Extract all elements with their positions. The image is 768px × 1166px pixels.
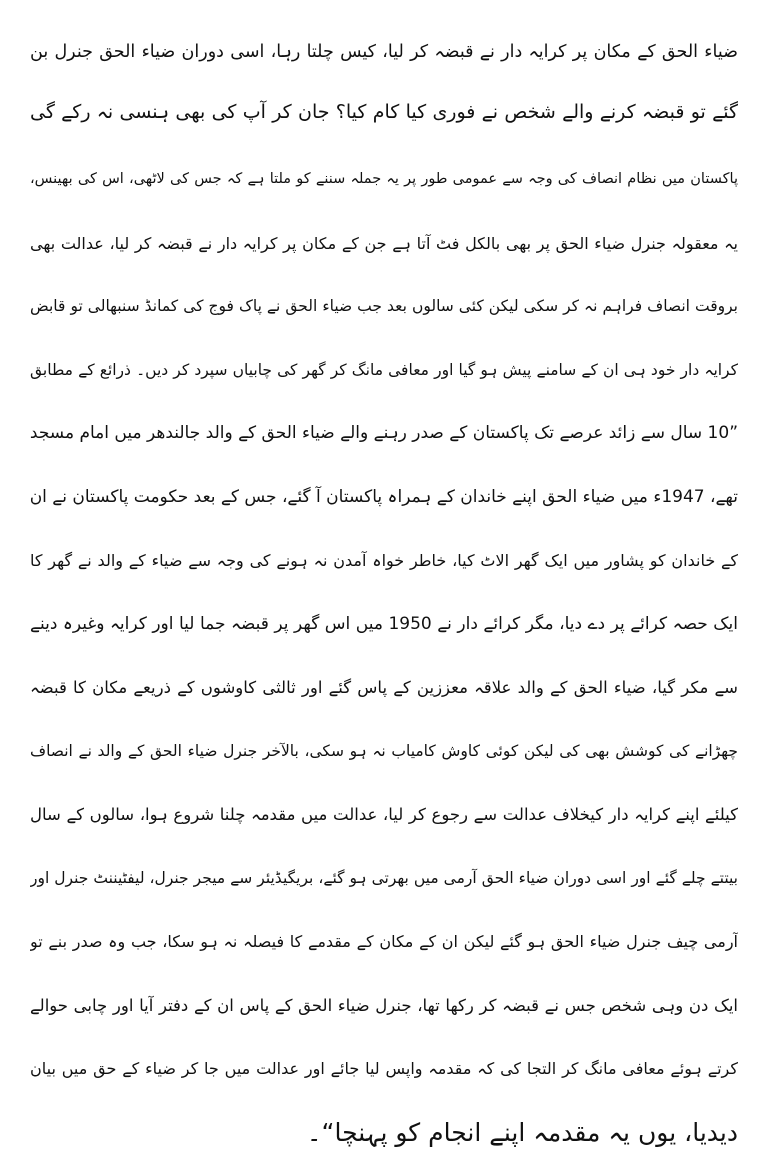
headline-line: ضیاء الحق کے مکان پر کرایہ دار نے قبضہ کر لیا، کیس چلتا رہا، اسی دوران ضیاء الحق جنرل بن <box>30 42 738 62</box>
body-line: کیلئے اپنے کرایہ دار کیخلاف عدالت سے رجوع کر لیا، عدالت میں مقدمہ چلنا شروع ہوا، سالوں کے سال <box>30 805 738 824</box>
body-line: ایک دن وہی شخص جس نے قبضہ کر رکھا تھا، جنرل ضیاء الحق کے پاس ان کے دفتر آیا اور چابی حوالے <box>30 995 738 1015</box>
body-line: آرمی چیف جنرل ضیاء الحق ہو گئے لیکن ان کے مکان کے مقدمے کا فیصلہ نہ ہو سکا، جب وہ صدر بنے تو <box>30 932 738 951</box>
body-line: دیدیا، یوں یہ مقدمہ اپنے انجام کو پہنچا“۔ <box>306 1117 738 1147</box>
body-line: ایک حصہ کرائے پر دے دیا، مگر کرائے دار نے 1950 میں اس گھر پر قبضہ جما لیا اور کرایہ وغیرہ دینے <box>30 613 738 634</box>
body-line: سے مکر گیا، ضیاء الحق کے والد علاقہ معززین کے پاس گئے اور ثالثی کاوشوں کے ذریعے مکان کا قبضہ <box>30 678 738 697</box>
article-headline <box>30 22 738 142</box>
body-line: ”10 سال سے زائد عرصے تک پاکستان کے صدر رہنے والے ضیاء الحق کے والد جالندھر میں امام مسجد <box>30 423 738 443</box>
body-line: بروقت انصاف فراہم نہ کر سکی لیکن کئی سالوں بعد جب ضیاء الحق نے پاک فوج کی کمانڈ سنبھالی تو قابض <box>30 297 738 315</box>
body-line: چھڑانے کی کوشش بھی کی لیکن کوئی کاوش کامیاب نہ ہو سکی، بالآخر جنرل ضیاء الحق کے والد نے انصاف <box>30 741 738 760</box>
body-line: بیتتے چلے گئے اور اسی دوران ضیاء الحق آرمی میں بھرتی ہو گئے، بریگیڈیئر سے میجر جنرل، لیفٹیننٹ جنرل اور <box>30 868 738 887</box>
body-line: تھے، 1947ء میں ضیاء الحق اپنے خاندان کے ہمراہ پاکستان آ گئے، جس کے بعد حکومت پاکستان نے ان <box>30 486 738 507</box>
body-line: کرایہ دار خود ہی ان کے سامنے پیش ہو گیا اور معافی مانگ کر گھر کی چابیاں سپرد کر دیں۔ ذرائع کے مطابق <box>30 360 738 379</box>
body-line: یہ معقولہ جنرل ضیاء الحق پر بھی بالکل فٹ آتا ہے جن کے مکان پر کرایہ دار نے قبضہ کر لیا، عدالت بھی <box>30 233 738 253</box>
headline-line: گئے تو قبضہ کرنے والے شخص نے فوری کیا کام کیا؟ جان کر آپ کی بھی ہنسی نہ رکے گی <box>30 101 738 123</box>
body-line: کے خاندان کو پشاور میں ایک گھر الاٹ کیا، خاطر خواہ آمدن نہ ہونے کی وجہ سے ضیاء کے والد نے گھر کا <box>30 551 738 570</box>
body-line: کرتے ہوئے معافی مانگ کر التجا کی کہ مقدمہ واپس لیا جائے اور عدالت میں جا کر ضیاء کے حق میں بیان <box>30 1059 738 1078</box>
body-line: پاکستان میں نظام انصاف کی وجہ سے عمومی طور پر یہ جملہ سننے کو ملتا ہے کہ جس کی لاٹھی، اس کی بھینس، <box>30 171 738 187</box>
article-body <box>30 148 738 1164</box>
